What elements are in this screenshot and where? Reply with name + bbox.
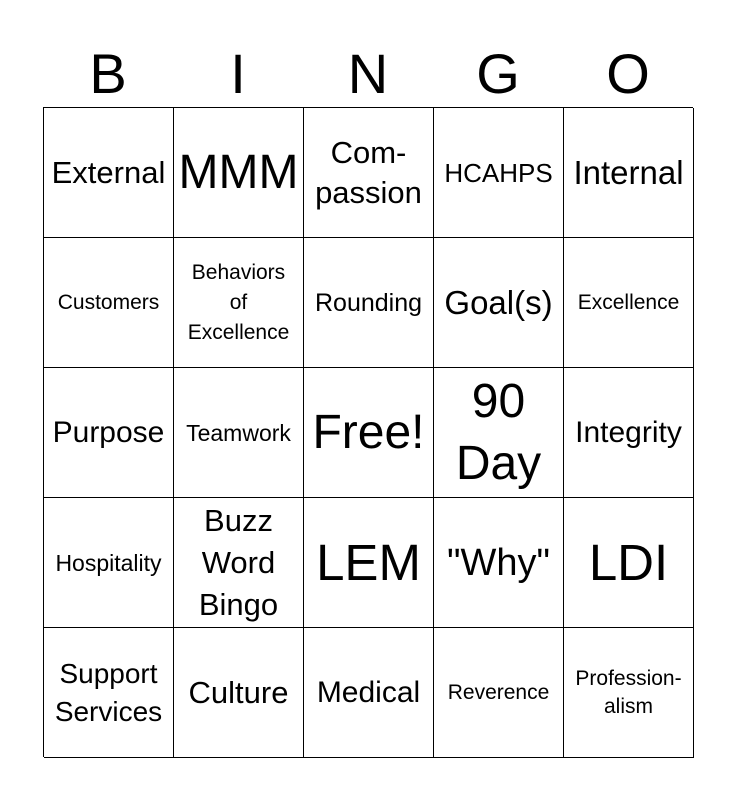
bingo-cell[interactable]	[44, 368, 174, 498]
cell-text: Reverence	[447, 680, 550, 704]
cell-text: MMM	[178, 145, 299, 199]
bingo-cell[interactable]	[174, 628, 304, 758]
bingo-cell[interactable]	[564, 238, 694, 368]
bingo-cell[interactable]	[174, 238, 304, 368]
bingo-cell[interactable]	[44, 108, 174, 238]
cell-text: Hospitality	[55, 549, 162, 576]
cell-text: Profession- alism	[575, 666, 682, 718]
bingo-cell[interactable]	[44, 238, 174, 368]
cell-text: Teamwork	[186, 419, 291, 446]
cell-text: Com- passion	[315, 134, 422, 210]
header-letter-g: G	[476, 42, 520, 105]
cell-text: Culture	[188, 674, 289, 710]
bingo-cell[interactable]	[304, 238, 434, 368]
bingo-cell[interactable]	[304, 108, 434, 238]
cell-text: Medical	[316, 675, 421, 709]
header-letter-o: O	[606, 42, 650, 105]
bingo-cell[interactable]	[434, 108, 564, 238]
cell-text: Integrity	[575, 415, 682, 449]
bingo-cell[interactable]	[564, 628, 694, 758]
bingo-board	[43, 107, 693, 757]
cell-text: LDI	[588, 533, 669, 591]
cell-text: 90 Day	[455, 374, 542, 490]
bingo-cell[interactable]	[434, 628, 564, 758]
bingo-cell[interactable]	[564, 108, 694, 238]
bingo-cell[interactable]	[434, 498, 564, 628]
cell-text: Behaviors of Excellence	[187, 260, 290, 344]
cell-text: Goal(s)	[444, 283, 553, 321]
cell-text: Support Services	[54, 657, 163, 727]
bingo-cell free-space[interactable]	[304, 368, 434, 498]
bingo-cell[interactable]	[434, 368, 564, 498]
bingo-cell[interactable]	[44, 628, 174, 758]
cell-text: HCAHPS	[444, 157, 553, 188]
bingo-cell[interactable]	[44, 498, 174, 628]
cell-text: Customers	[57, 290, 160, 314]
bingo-header	[43, 40, 693, 108]
header-letter-n: N	[347, 42, 389, 105]
cell-text: Buzz Word Bingo	[198, 502, 279, 622]
cell-text: Excellence	[577, 290, 680, 314]
cell-text: Internal	[573, 153, 684, 191]
bingo-cell[interactable]	[564, 498, 694, 628]
cell-text: Purpose	[52, 415, 165, 449]
bingo-cell[interactable]	[174, 498, 304, 628]
bingo-cell[interactable]	[304, 498, 434, 628]
cell-text: External	[51, 154, 166, 190]
header-letter-i: I	[230, 42, 246, 105]
cell-text: "Why"	[447, 541, 550, 584]
bingo-cell[interactable]	[174, 368, 304, 498]
bingo-cell[interactable]	[174, 108, 304, 238]
bingo-cell[interactable]	[304, 628, 434, 758]
cell-text: LEM	[316, 533, 421, 591]
bingo-cell[interactable]	[564, 368, 694, 498]
header-letter-b: B	[89, 42, 127, 105]
free-space-text: Free!	[312, 405, 425, 459]
bingo-cell[interactable]	[434, 238, 564, 368]
cell-text: Rounding	[314, 288, 423, 317]
